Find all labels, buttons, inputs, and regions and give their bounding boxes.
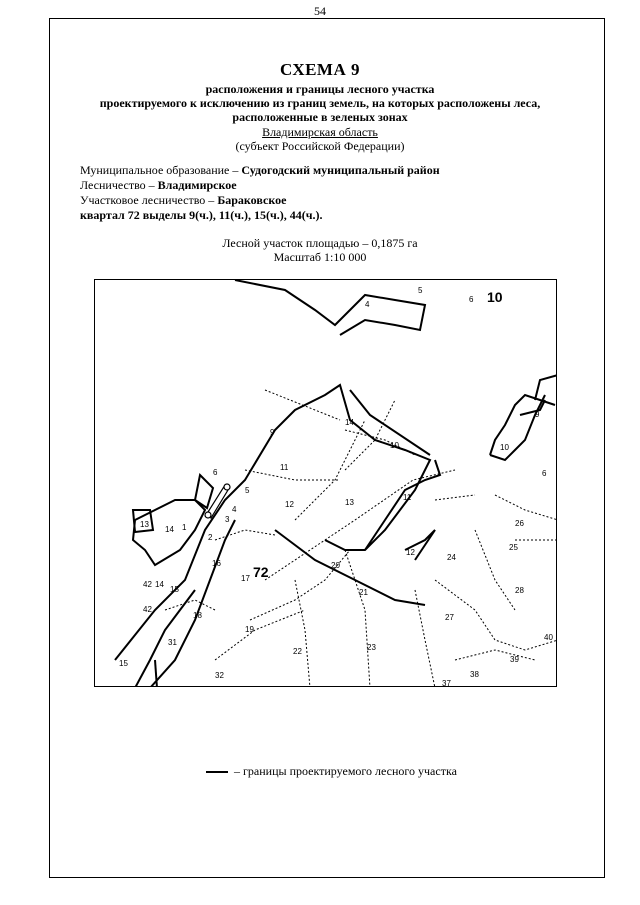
parcel-label: 1	[182, 523, 187, 532]
parcel-label: 4	[365, 300, 370, 309]
parcel-label: 9	[535, 410, 540, 419]
parcel-label: 6	[542, 469, 547, 478]
parcel-label: 28	[515, 586, 524, 595]
district-forestry-line	[80, 193, 286, 208]
parcel-label: 24	[447, 553, 456, 562]
area-line: Лесной участок площадью – 0,1875 га	[222, 236, 418, 250]
parcel-label: 4	[232, 505, 237, 514]
district-forestry-value: Бараковское	[217, 193, 287, 207]
parcel-label: 14	[155, 580, 164, 589]
municipality-label: Муниципальное образование –	[80, 163, 242, 177]
parcel-label: 11	[280, 463, 289, 472]
parcel-label: 16	[212, 559, 221, 568]
scheme-title: СХЕМА 9	[279, 60, 361, 79]
parcel-label: 32	[215, 671, 224, 680]
parcel-label: 31	[168, 638, 177, 647]
parcel-label: 25	[509, 543, 518, 552]
parcel-label: 20	[331, 561, 340, 570]
thick-boundaries	[115, 280, 557, 687]
legend	[206, 764, 457, 779]
legend-line-symbol	[206, 771, 228, 773]
subtitle-line-3: расположенные в зеленых зонах	[232, 110, 408, 124]
parcel-label: 26	[515, 519, 524, 528]
parcel-label: 10	[390, 441, 399, 450]
forestry-label: Лесничество –	[80, 178, 158, 192]
parcel-label: 40	[544, 633, 553, 642]
parcel-label: 15	[170, 585, 179, 594]
parcel-label: 38	[470, 670, 479, 679]
page-number: 54	[314, 4, 326, 18]
scale-line: Масштаб 1:10 000	[273, 250, 367, 264]
subtitle-line-2: проектируемого к исключению из границ земель, на которых расположены леса,	[99, 96, 541, 110]
parcel-labels	[119, 286, 553, 687]
parcel-label: 19	[245, 625, 254, 634]
subtitle-line-1: расположения и границы лесного участка	[205, 82, 435, 96]
parcel-label: 23	[367, 643, 376, 652]
parcel-label: 42	[143, 580, 152, 589]
district-forestry-label: Участковое лесничество –	[80, 193, 218, 207]
parcel-label: 18	[193, 611, 202, 620]
parcel-label: 13	[345, 498, 354, 507]
parcel-label: 13	[140, 520, 149, 529]
parcel-label: 42	[143, 605, 152, 614]
parcel-label: 10	[500, 443, 509, 452]
parcel-label: 6	[213, 468, 218, 477]
parcel-label: 22	[293, 647, 302, 656]
parcel-label: 2	[208, 533, 213, 542]
parcel-label: 17	[241, 574, 250, 583]
parcel-label: 3	[225, 515, 230, 524]
map-label-10: 10	[487, 289, 503, 305]
legend-text: – границы проектируемого лесного участка	[234, 764, 457, 778]
region-name: Владимирская область	[262, 125, 378, 139]
parcel-label: 5	[418, 286, 423, 295]
parcel-label: 15	[119, 659, 128, 668]
parcel-label: 37	[442, 679, 451, 687]
parcel-label: 5	[245, 486, 250, 495]
municipality-line	[80, 163, 440, 178]
map-frame	[94, 279, 557, 687]
parcel-label: 27	[445, 613, 454, 622]
municipality-value: Судогодский муниципальный район	[241, 163, 440, 177]
parcel-label: 14	[345, 418, 354, 427]
parcel-label: 39	[510, 655, 519, 664]
parcel-label: 12	[285, 500, 294, 509]
region-note: (субъект Российской Федерации)	[235, 139, 405, 153]
parcel-label: 9	[270, 428, 275, 437]
parcel-label: 11	[403, 493, 412, 502]
parcel-label: 14	[165, 525, 174, 534]
parcel-label: 21	[359, 588, 368, 597]
quarter-line: квартал 72 выделы 9(ч.), 11(ч.), 15(ч.), 44(ч.).	[80, 208, 323, 222]
parcel-label: 6	[469, 295, 474, 304]
forest-map	[95, 280, 557, 687]
parcel-label: 12	[406, 548, 415, 557]
map-label-72: 72	[253, 564, 269, 580]
forestry-line	[80, 178, 237, 193]
forestry-value: Владимирское	[157, 178, 237, 192]
